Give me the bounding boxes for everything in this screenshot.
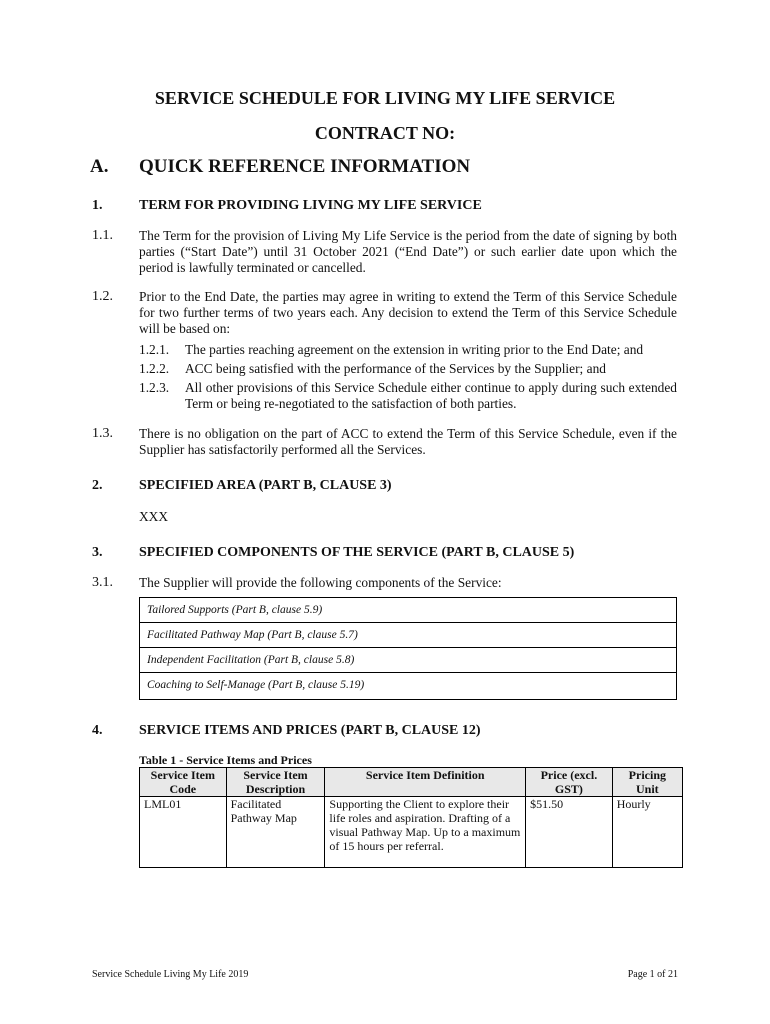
component-row: Facilitated Pathway Map (Part B, clause 5.7) xyxy=(140,623,676,648)
column-header-unit: Pricing Unit xyxy=(612,768,682,797)
section-a-letter: A. xyxy=(90,156,109,177)
table-row xyxy=(140,797,683,868)
heading-3-title: SPECIFIED COMPONENTS OF THE SERVICE (PART B, CLAUSE 5) xyxy=(139,545,575,560)
clause-1-3-number: 1.3. xyxy=(92,426,113,441)
service-items-table xyxy=(139,767,683,868)
clause-1-2-2-text: ACC being satisfied with the performance of the Services by the Supplier; and xyxy=(185,361,606,376)
heading-4-number: 4. xyxy=(92,723,103,738)
column-header-code: Service Item Code xyxy=(140,768,227,797)
heading-2-number: 2. xyxy=(92,478,103,493)
clause-3-1-text: The Supplier will provide the following components of the Service: xyxy=(139,575,502,590)
cell-description: Facilitated Pathway Map xyxy=(226,797,325,868)
components-table xyxy=(139,597,677,700)
cell-unit: Hourly xyxy=(612,797,682,868)
footer-page-number: Page 1 of 21 xyxy=(627,969,678,980)
table-header-row xyxy=(140,768,683,797)
heading-2-title: SPECIFIED AREA (PART B, CLAUSE 3) xyxy=(139,478,392,493)
component-row: Independent Facilitation (Part B, clause 5.8) xyxy=(140,648,676,673)
table-caption: Table 1 - Service Items and Prices xyxy=(139,753,312,767)
heading-1-title: TERM FOR PROVIDING LIVING MY LIFE SERVICE xyxy=(139,198,482,213)
cell-code: LML01 xyxy=(140,797,227,868)
column-header-description: Service Item Description xyxy=(226,768,325,797)
heading-4-title: SERVICE ITEMS AND PRICES (PART B, CLAUSE 12) xyxy=(139,723,481,738)
clause-1-2-1-number: 1.2.1. xyxy=(139,342,170,357)
column-header-price: Price (excl. GST) xyxy=(526,768,613,797)
clause-1-2-1-text: The parties reaching agreement on the extension in writing prior to the End Date; and xyxy=(185,342,644,357)
clause-1-2-3-number: 1.2.3. xyxy=(139,380,170,395)
clause-1-1-text: The Term for the provision of Living My Life Service is the period from the date of signing by both parties (“Start Date”) until 31 October 2021 (“End Date”) or such earlier date upon which the period is lawfully terminated or cancelled. xyxy=(139,228,677,275)
clause-3-1-number: 3.1. xyxy=(92,575,113,590)
clause-1-2-text: Prior to the End Date, the parties may agree in writing to extend the Term of this Service Schedule for two further terms of two years each. Any decision to extend the Term of this Service Schedule will be based on: xyxy=(139,289,677,336)
cell-price: $51.50 xyxy=(526,797,613,868)
document-title: SERVICE SCHEDULE FOR LIVING MY LIFE SERVICE xyxy=(154,88,616,108)
clause-1-2-2-number: 1.2.2. xyxy=(139,361,170,376)
column-header-definition: Service Item Definition xyxy=(325,768,526,797)
heading-1-number: 1. xyxy=(92,198,103,213)
clause-1-2-number: 1.2. xyxy=(92,289,113,304)
component-row: Coaching to Self-Manage (Part B, clause 5.19) xyxy=(147,679,365,691)
section-a-title: QUICK REFERENCE INFORMATION xyxy=(139,156,471,177)
contract-number-label: CONTRACT NO: xyxy=(314,123,456,143)
component-row: Tailored Supports (Part B, clause 5.9) xyxy=(140,598,676,623)
footer-document-name: Service Schedule Living My Life 2019 xyxy=(92,969,249,980)
specified-area-value: XXX xyxy=(139,509,169,524)
clause-1-3-text: There is no obligation on the part of ACC to extend the Term of this Service Schedule, even if the Supplier has satisfactorily performed all the Services. xyxy=(139,426,677,457)
cell-definition: Supporting the Client to explore their life roles and aspiration. Drafting of a visual Pathway Map. Up to a maximum of 15 hours per referral. xyxy=(325,797,526,868)
clause-1-1-number: 1.1. xyxy=(92,228,113,243)
clause-1-2-3-text: All other provisions of this Service Schedule either continue to apply during such extended Term or being re-negotiated to the satisfaction of both parties. xyxy=(185,380,677,411)
heading-3-number: 3. xyxy=(92,545,103,560)
